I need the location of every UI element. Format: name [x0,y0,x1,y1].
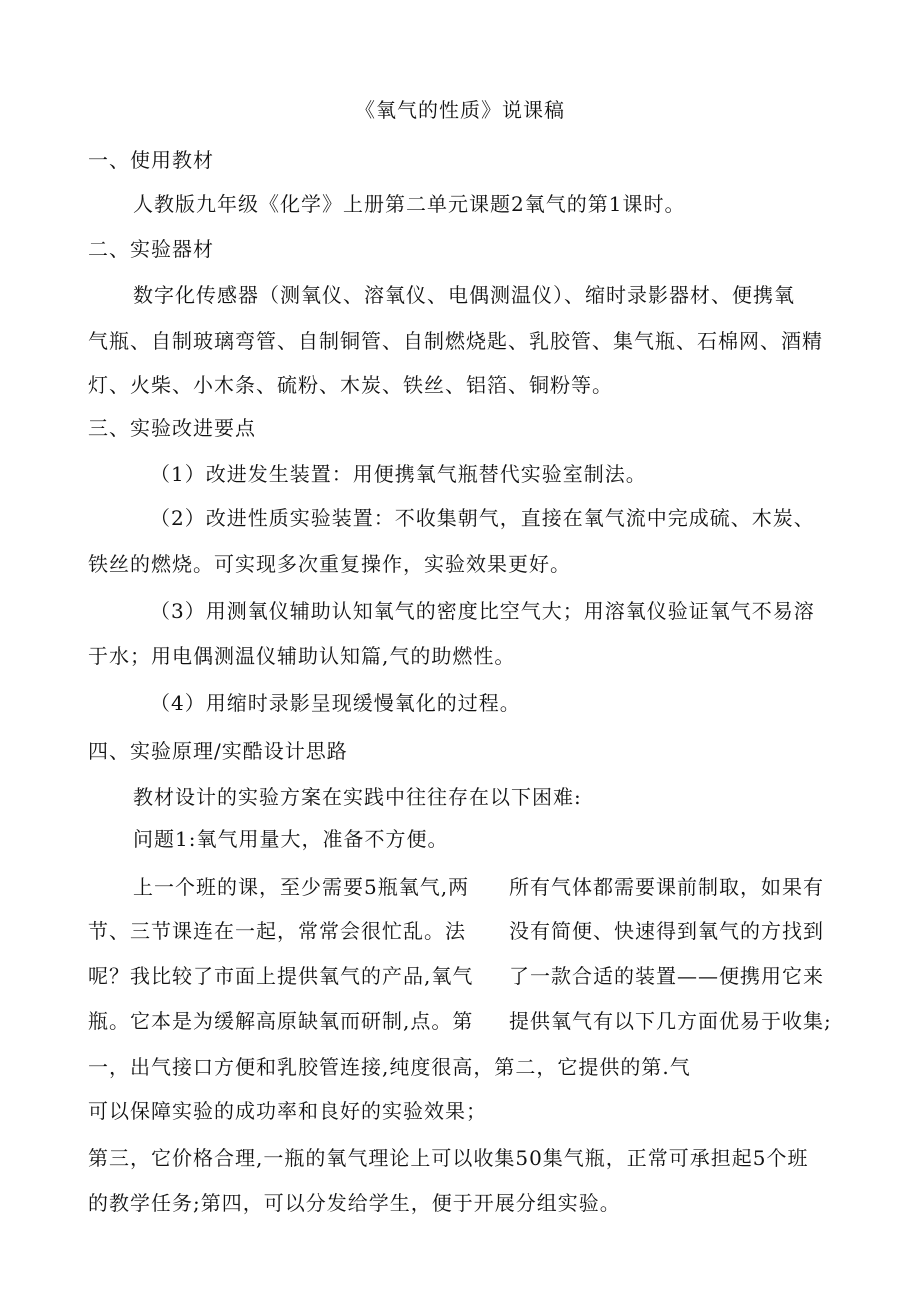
paragraph-line: 灯、火柴、小木条、硫粉、木炭、铁丝、铝箔、铜粉等。 [88,373,613,397]
paragraph-line: 气瓶、自制玻璃弯管、自制铜管、自制燃烧匙、乳胶管、集气瓶、石棉网、酒精 [88,329,823,353]
section-heading-design: 四、实验原理/实酷设计思路 [88,739,348,763]
section-heading-improvements: 三、实验改进要点 [88,416,256,440]
right-column-line: 了一款合适的装置——便携用它来 [509,964,824,988]
paragraph-line: 可以保障实验的成功率和良好的实验效果； [88,1099,487,1123]
paragraph-line: 一，出气接口方便和乳胶管连接,纯度很高，第二，它提供的第.气 [88,1055,691,1079]
right-column-line: 没有简便、快速得到氧气的方找到 [509,919,824,943]
right-column-line: 所有气体都需要课前制取，如果有 [509,875,824,899]
paragraph-line: 问题1:氧气用量大，准备不方便。 [133,827,449,851]
paragraph-line: 的教学任务;第四，可以分发给学生，便于开展分组实验。 [88,1191,621,1215]
list-item-continuation: 于水；用电偶测温仪辅助认知篇,气的助燃性。 [88,644,516,668]
paragraph-line: 教材设计的实验方案在实践中往往存在以下困难: [133,785,582,809]
list-item: （3）用测氧仪辅助认知氧气的密度比空气大；用溶氧仪验证氧气不易溶 [150,599,815,623]
list-item: （1）改进发生装置：用便携氧气瓶替代实验室制法。 [150,462,647,486]
list-item: （2）改进性质实验装置：不收集朝气，直接在氧气流中完成硫、木炭、 [150,506,815,530]
list-item: （4）用缩时录影呈现缓慢氧化的过程。 [150,691,521,715]
section-heading-materials: 一、使用教材 [88,148,214,172]
section-heading-equipment: 二、实验器材 [88,237,214,261]
left-column-line: 上一个班的课，至少需要5瓶氧气,两 [133,875,470,899]
left-column-line: 节、三节课连在一起，常常会很忙乱。法 [88,919,466,943]
paragraph-line: 数字化传感器（测氧仪、溶氧仪、电偶测温仪）、缩时录影器材、便携氧 [133,283,795,307]
list-item-continuation: 铁丝的燃烧。可实现多次重复操作，实验效果更好。 [88,552,571,576]
left-column-line: 呢？我比较了市面上提供氧气的产品,氧气 [88,964,474,988]
right-column-line: 提供氧气有以下几方面优易于收集; [509,1009,832,1033]
left-column-line: 瓶。它本是为缓解高原缺氧而研制,点。第 [88,1009,474,1033]
paragraph-line: 第三，它价格合理,一瓶的氧气理论上可以收集50集气瓶，正常可承担起5个班 [88,1146,809,1170]
document-title: 《氧气的性质》说课稿 [355,98,565,122]
paragraph-line: 人教版九年级《化学》上册第二单元课题2氧气的第1课时。 [133,192,686,216]
